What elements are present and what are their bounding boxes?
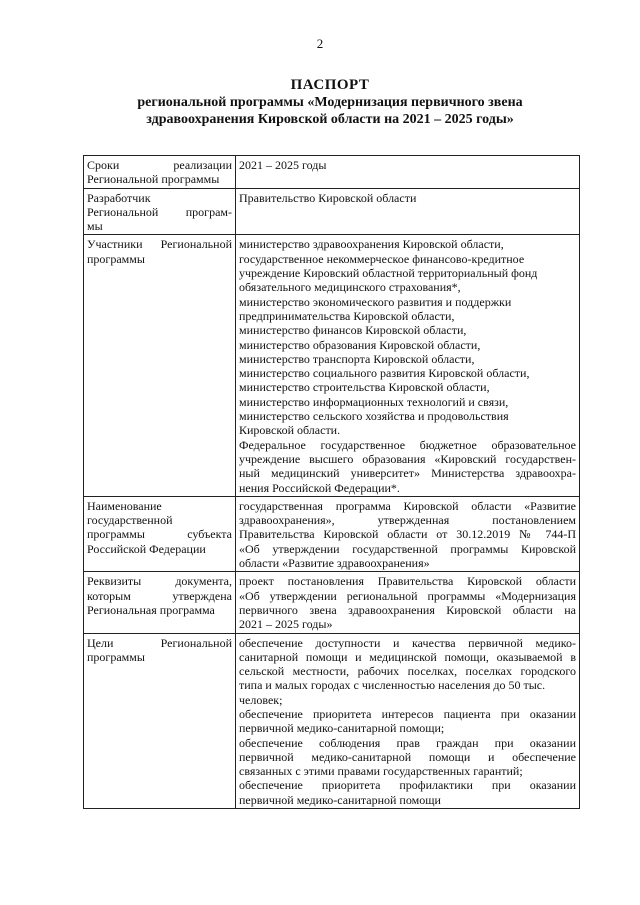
row-value-line: министерство транспорта Кировской области, [239, 351, 475, 366]
document-title: ПАСПОРТ [290, 77, 370, 93]
row-label-line: Разработчик [87, 190, 151, 205]
row-label-line: Реквизиты документа, [87, 574, 232, 589]
table-row-participants [84, 235, 580, 496]
row-value [236, 156, 580, 189]
row-value-line: области «Развитие здравоохранения» [239, 556, 430, 571]
row-value-line: обеспечение приоритета интересов пациента при оказании [239, 706, 576, 721]
row-value-line: первичной медико-санитарной помощи [239, 792, 441, 807]
document-title-block [60, 76, 600, 128]
row-value-line: министерство социального развития Кировской области, [239, 366, 530, 381]
row-value-line: типа и малых городах с численностью населения до 50 тыс. [239, 678, 546, 693]
table-row-timeline [84, 156, 580, 189]
passport-table-body [84, 156, 580, 809]
row-value [236, 188, 580, 235]
row-label [84, 496, 236, 571]
row-value-line: учреждение Кировский областной территориальный фонд [239, 266, 538, 281]
row-label-line: Наименование [87, 498, 162, 513]
table-row-approval-document [84, 572, 580, 633]
row-label-line: Участники Региональной [87, 237, 232, 252]
row-value-line: первичной медико-санитарной помощи и обеспечение [239, 749, 576, 764]
row-value-line: ный медицинский университет» Министерства здравоохра- [239, 466, 576, 481]
row-value-line: первичной медико-санитарной помощи; [239, 721, 445, 736]
row-value-line: Правительство Кировской области [239, 190, 417, 205]
row-value-line: санитарной помощи и медицинской помощи, оказываемой в [239, 649, 576, 664]
row-label [84, 633, 236, 809]
row-label-line: мы [87, 219, 103, 234]
row-value-line: Кировской области. [239, 423, 341, 438]
row-label [84, 235, 236, 496]
row-value-line: министерство финансов Кировской области, [239, 323, 467, 338]
row-value-line: обеспечение соблюдения прав граждан при оказании [239, 735, 576, 750]
row-label-line: программы [87, 251, 145, 266]
row-value-line: связанных с этими правами государственных гарантий; [239, 764, 523, 779]
row-value-line: нения Российской Федерации*. [239, 480, 400, 495]
row-value-line: здравоохранения», утвержденная постановлением [239, 513, 576, 528]
row-label [84, 156, 236, 189]
passport-table [83, 155, 580, 809]
row-value-line: министерство экономического развития и поддержки [239, 294, 512, 309]
row-value-line: предпринимательства Кировской области, [239, 308, 455, 323]
row-label [84, 188, 236, 235]
row-value [236, 633, 580, 809]
table-row-developer [84, 188, 580, 235]
row-label-line: программы [87, 649, 145, 664]
row-value-line: министерство информационных технологий и связи, [239, 394, 509, 409]
row-value-line: 2021 – 2025 годы [239, 158, 327, 172]
row-value-line: 2021 – 2025 годы» [239, 617, 333, 632]
row-value-line: сельской местности, рабочих поселках, поселках городского [239, 664, 576, 679]
row-label-line: Региональная программа [87, 602, 215, 617]
table-row-state-program [84, 496, 580, 571]
row-label-line: государственной [87, 513, 173, 528]
row-label [84, 572, 236, 633]
row-value [236, 572, 580, 633]
row-value-line: государственная программа Кировской области «Развитие [239, 498, 576, 513]
row-label-line: Российской Федерации [87, 541, 206, 556]
row-label-line: которым утверждена [87, 588, 232, 603]
row-value [236, 496, 580, 571]
row-value-line: проект постановления Правительства Кировской области [239, 574, 576, 589]
row-value-line: государственное некоммерческое финансово-кредитное [239, 251, 525, 266]
row-value-line: человек; [239, 692, 283, 707]
row-value-line: обеспечение приоритета профилактики при оказании [239, 778, 576, 793]
row-value-line: министерство образования Кировской области, [239, 337, 481, 352]
row-value-line: «Об утверждении государственной программы Кировской [239, 541, 576, 556]
row-value-line: министерство сельского хозяйства и продовольствия [239, 409, 509, 424]
document-subtitle-line-1: региональной программы «Модернизация первичного звена [137, 95, 523, 110]
row-label-line: Региональной программы [87, 172, 220, 187]
row-value-line: первичного звена здравоохранения Кировской области на [239, 602, 576, 617]
row-value [236, 235, 580, 496]
row-value-line: «Об утверждении региональной программы «Модернизация [239, 588, 576, 603]
row-value-line: обязательного медицинского страхования*, [239, 280, 461, 295]
row-value-line: Правительства Кировской области от 30.12.2019 № 744-П [239, 527, 576, 542]
document-subtitle-line-2: здравоохранения Кировской области на 2021 – 2025 годы» [146, 112, 514, 127]
row-value-line: учреждение высшего образования «Кировский государствен- [239, 451, 576, 466]
row-value-line: министерство здравоохранения Кировской области, [239, 237, 504, 252]
row-label-line: Региональной програм- [87, 204, 232, 219]
row-value-line: обеспечение доступности и качества первичной медико- [239, 635, 576, 650]
row-label-line: Сроки реализации [87, 158, 232, 172]
row-label-line: программы субъекта [87, 527, 232, 542]
row-label-line: Цели Региональной [87, 635, 232, 650]
row-value-line: Федеральное государственное бюджетное образовательное [239, 437, 576, 452]
row-value-line: министерство строительства Кировской области, [239, 380, 490, 395]
page-number: 2 [316, 36, 324, 51]
table-row-goals [84, 633, 580, 809]
